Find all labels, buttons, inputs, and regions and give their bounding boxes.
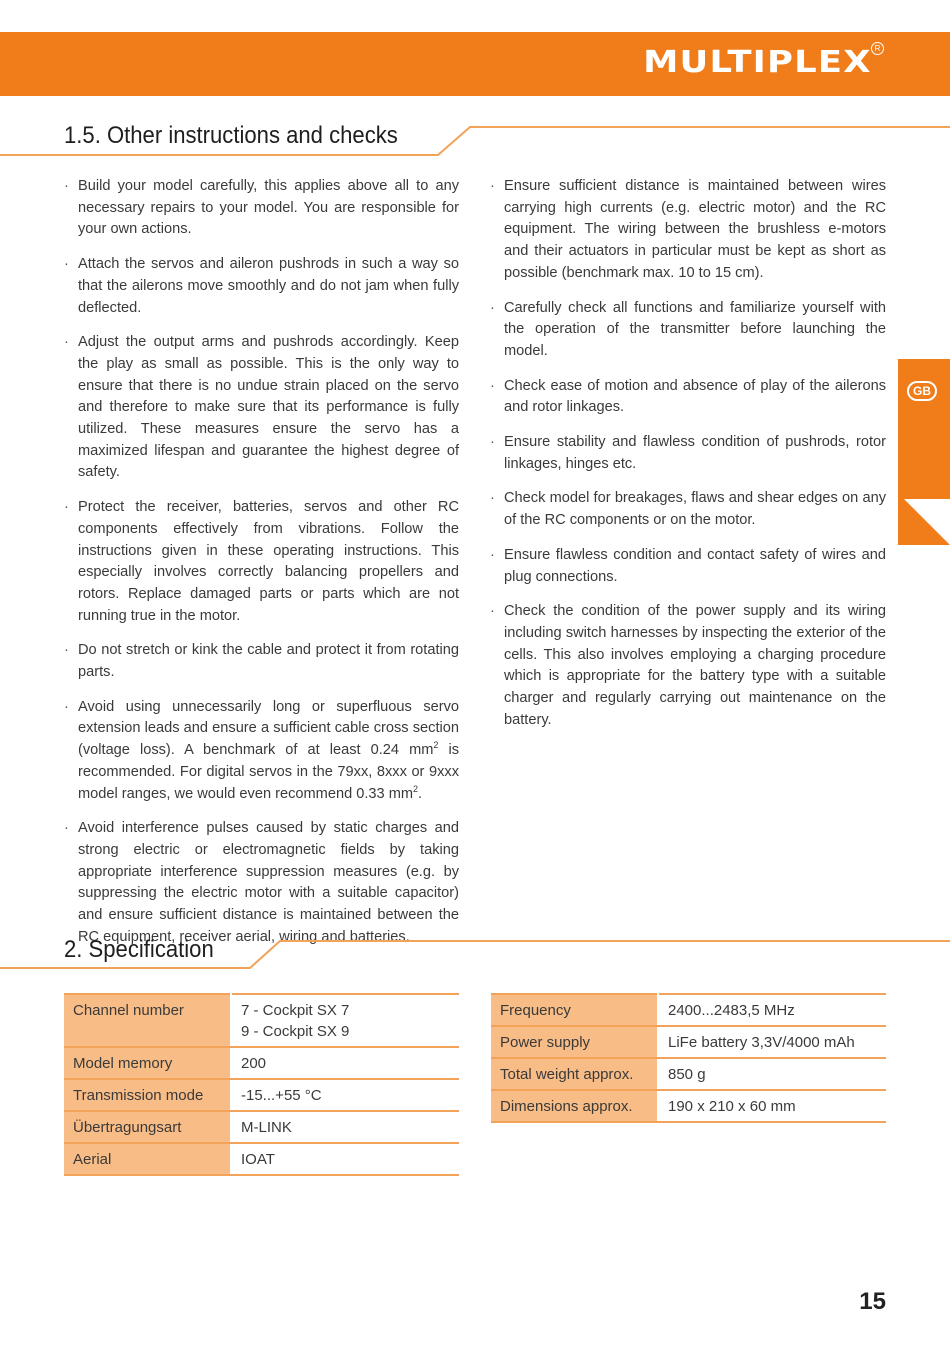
list-item: · Check model for breakages, flaws and shear edges on any of the RC components or on the motor. [490, 488, 886, 531]
spec-key: Übertragungsart [64, 1111, 231, 1143]
superscript: 2 [413, 783, 419, 794]
spec-value [231, 994, 459, 1047]
table-row [491, 1090, 886, 1122]
list-item: · Check the condition of the power supply and its wiring including switch harnesses by inspecting the exterior of the cells. This also involves employing a charging procedure which is appropriate for the battery type with a suitable charger and regularly carrying out maintenance on the battery. [490, 601, 886, 731]
cable-text-1: Avoid using unnecessarily long or superfluous servo extension leads and ensure a sufficient cable cross section (voltage loss). A benchmark of at least 0.24 mm [78, 698, 459, 759]
spec-value: 200 [231, 1047, 459, 1079]
spec-value: 190 x 210 x 60 mm [658, 1090, 886, 1122]
table-row [491, 1026, 886, 1058]
section1-title: 1.5. Other instructions and checks [64, 122, 398, 149]
spec-table-right [491, 993, 886, 1123]
spec-value: 2400...2483,5 MHz [658, 994, 886, 1026]
table-row [64, 994, 459, 1047]
right-column [490, 176, 886, 744]
spec-value-line: 9 - Cockpit SX 9 [241, 1023, 350, 1040]
page-number: 15 [859, 1288, 886, 1315]
spec-key: Channel number [64, 994, 231, 1047]
spec-value: -15...+55 °C [231, 1079, 459, 1111]
list-item: · Check ease of motion and absence of play of the ailerons and rotor linkages. [490, 376, 886, 419]
table-row [491, 1058, 886, 1090]
spec-key: Model memory [64, 1047, 231, 1079]
cable-text-2: is recommended. For digital servos in the 79xx, 8xxx or 9xxx model ranges, we would even recommend 0.33 mm [78, 742, 459, 802]
cable-text-3: . [418, 785, 423, 802]
side-tab-cut [904, 499, 950, 545]
list-item [64, 697, 459, 806]
spec-value: LiFe battery 3,3V/4000 mAh [658, 1026, 886, 1058]
spec-key: Transmission mode [64, 1079, 231, 1111]
table-row [64, 1047, 459, 1079]
list-item: · Ensure stability and flawless condition of pushrods, rotor linkages, hinges etc. [490, 432, 886, 475]
list-item: · Ensure sufficient distance is maintained between wires carrying high currents (e.g. electric motor) and the RC equipment. The wiring between the brushless e-motors and their actuators in particular must be kept as short as possible (benchmark max. 10 to 15 cm). [490, 176, 886, 285]
left-bullet-list [64, 176, 459, 949]
spec-key: Power supply [491, 1026, 658, 1058]
registered-mark-icon: R [871, 42, 884, 55]
spec-value-line: 7 - Cockpit SX 7 [241, 1002, 350, 1019]
list-item: · Attach the servos and aileron pushrods in such a way so that the ailerons move smoothly and do not jam when fully deflected. [64, 254, 459, 319]
spec-value: IOAT [231, 1143, 459, 1175]
list-item: · Protect the receiver, batteries, servos and other RC components effectively from vibrations. Follow the instructions given in these operating instructions. This especially involves correctly balancing propellers and rotors. Replace damaged parts or parts which are not running true in the motor. [64, 497, 459, 627]
right-bullet-list [490, 176, 886, 731]
table-row [64, 1143, 459, 1175]
left-column [64, 176, 459, 962]
table-row [64, 1079, 459, 1111]
spec-table-left [64, 993, 459, 1176]
list-item: · Avoid interference pulses caused by static charges and strong electric or electromagnetic fields by taking appropriate interference suppression measures (e.g. by suppressing the electric motor with a suitable capacitor) and ensure sufficient distance is maintained between the RC equipment, receiver aerial, wiring and batteries. [64, 818, 459, 948]
spec-value: 850 g [658, 1058, 886, 1090]
spec-key: Dimensions approx. [491, 1090, 658, 1122]
list-item: · Adjust the output arms and pushrods accordingly. Keep the play as small as possible. This is the only way to ensure that there is no undue strain placed on the servo and therefore to make sure that its performance is fully utilized. These measures ensure the servo has a maximized lifespan and guarantee the highest degree of safety. [64, 332, 459, 484]
list-item: · Ensure flawless condition and contact safety of wires and plug connections. [490, 545, 886, 588]
brand-logo: MULTIPLEX [643, 45, 872, 80]
spec-key: Frequency [491, 994, 658, 1026]
list-item: · Do not stretch or kink the cable and protect it from rotating parts. [64, 640, 459, 683]
spec-key: Total weight approx. [491, 1058, 658, 1090]
table-row [491, 994, 886, 1026]
spec-key: Aerial [64, 1143, 231, 1175]
spec-value: M-LINK [231, 1111, 459, 1143]
section2-title: 2. Specification [64, 936, 214, 963]
superscript: 2 [433, 740, 439, 751]
list-item: · Build your model carefully, this applies above all to any necessary repairs to your model. You are responsible for your own actions. [64, 176, 459, 241]
list-item: · Carefully check all functions and familiarize yourself with the operation of the transmitter before launching the model. [490, 298, 886, 363]
language-badge: GB [907, 381, 937, 401]
table-row [64, 1111, 459, 1143]
